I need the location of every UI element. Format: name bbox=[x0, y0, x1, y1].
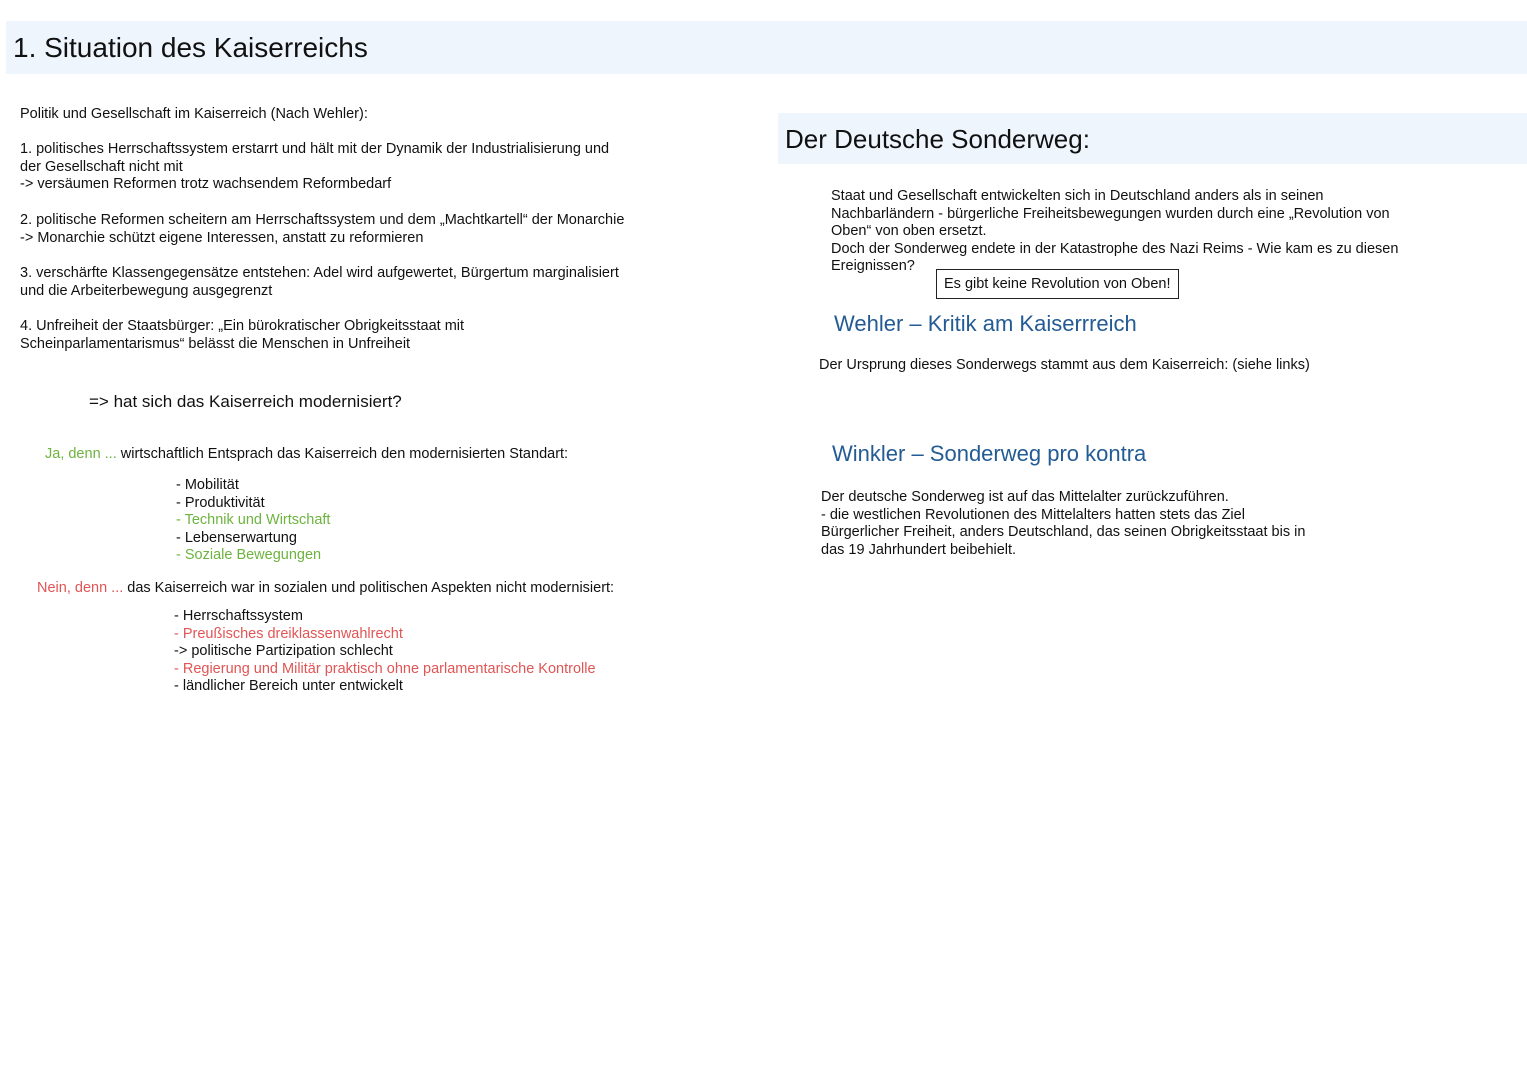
no-text: das Kaiserreich war in sozialen und politischen Aspekten nicht modernisiert: bbox=[123, 580, 615, 596]
point-3 bbox=[20, 265, 619, 300]
point-line: -> Monarchie schützt eigene Interessen, anstatt zu reformieren bbox=[20, 229, 424, 246]
intro-line: Nachbarländern - bürgerliche Freiheitsbewegungen wurden durch eine „Revolution von bbox=[831, 205, 1390, 222]
winkler-text bbox=[821, 489, 1305, 559]
point-2 bbox=[20, 212, 624, 247]
yes-prefix: Ja, denn ... bbox=[45, 446, 117, 462]
list-item: - Regierung und Militär praktisch ohne parlamentarische Kontrolle bbox=[174, 660, 596, 677]
point-line: 1. politisches Herrschaftssystem erstarrt und hält mit der Dynamik der Industrialisierung und bbox=[20, 141, 610, 157]
point-4 bbox=[20, 318, 464, 353]
no-list bbox=[174, 608, 596, 696]
intro-line: Ereignissen? bbox=[831, 258, 915, 275]
sonderweg-title: Der Deutsche Sonderweg: bbox=[785, 124, 1090, 154]
intro-line: Oben“ von oben ersetzt. bbox=[831, 223, 987, 240]
list-item: - ländlicher Bereich unter entwickelt bbox=[174, 678, 403, 695]
list-item: - Lebenserwartung bbox=[176, 529, 297, 546]
yes-text: wirtschaftlich Entsprach das Kaiserreich den modernisierten Standart: bbox=[116, 446, 569, 462]
list-item: - Mobilität bbox=[176, 477, 239, 493]
winkler-line: Der deutsche Sonderweg ist auf das Mittelalter zurückzuführen. bbox=[821, 489, 1229, 505]
page-title: 1. Situation des Kaiserreichs bbox=[13, 32, 368, 63]
point-line: und die Arbeiterbewegung ausgegrenzt bbox=[20, 282, 273, 299]
yes-list bbox=[176, 477, 330, 565]
answer-box: Es gibt keine Revolution von Oben! bbox=[936, 269, 1179, 299]
modernisation-question: => hat sich das Kaiserreich modernisiert? bbox=[89, 392, 402, 411]
wehler-text: Der Ursprung dieses Sonderwegs stammt aus dem Kaiserreich: (siehe links) bbox=[819, 357, 1310, 373]
header-band bbox=[6, 21, 1527, 74]
point-line: 3. verschärfte Klassengegensätze entstehen: Adel wird aufgewertet, Bürgertum marginalisiert bbox=[20, 265, 619, 281]
point-line: 2. politische Reformen scheitern am Herrschaftssystem und dem „Machtkartell“ der Monarchie bbox=[20, 212, 625, 228]
list-item: - Produktivität bbox=[176, 494, 265, 511]
winkler-line: Bürgerlicher Freiheit, anders Deutschland, das seinen Obrigkeitsstaat bis in bbox=[821, 524, 1306, 541]
winkler-line: - die westlichen Revolutionen des Mittelalters hatten stets das Ziel bbox=[821, 506, 1245, 523]
point-line: 4. Unfreiheit der Staatsbürger: „Ein bürokratischer Obrigkeitsstaat mit bbox=[20, 318, 465, 334]
sonderweg-band bbox=[778, 113, 1527, 164]
no-prefix: Nein, denn ... bbox=[37, 580, 124, 596]
sonderweg-intro bbox=[831, 188, 1398, 276]
winkler-heading: Winkler – Sonderweg pro kontra bbox=[832, 441, 1147, 466]
point-line: Scheinparlamentarismus“ belässt die Menschen in Unfreiheit bbox=[20, 335, 411, 352]
intro-line: Staat und Gesellschaft entwickelten sich in Deutschland anders als in seinen bbox=[831, 188, 1324, 204]
point-line: der Gesellschaft nicht mit bbox=[20, 158, 183, 175]
list-item: -> politische Partizipation schlecht bbox=[174, 643, 393, 660]
list-item: - Herrschaftssystem bbox=[174, 608, 303, 624]
list-item: - Soziale Bewegungen bbox=[176, 547, 322, 564]
winkler-line: das 19 Jahrhundert beibehielt. bbox=[821, 541, 1017, 558]
point-line: -> versäumen Reformen trotz wachsendem Reformbedarf bbox=[20, 176, 392, 193]
wehler-heading: Wehler – Kritik am Kaiserrreich bbox=[834, 311, 1137, 336]
no-statement bbox=[37, 580, 614, 598]
list-item: - Technik und Wirtschaft bbox=[176, 512, 331, 529]
yes-statement bbox=[45, 446, 568, 464]
point-1 bbox=[20, 141, 609, 194]
left-intro: Politik und Gesellschaft im Kaiserreich (Nach Wehler): bbox=[20, 106, 368, 122]
intro-line: Doch der Sonderweg endete in der Katastrophe des Nazi Reims - Wie kam es zu diesen bbox=[831, 240, 1399, 257]
list-item: - Preußisches dreiklassenwahlrecht bbox=[174, 625, 403, 642]
